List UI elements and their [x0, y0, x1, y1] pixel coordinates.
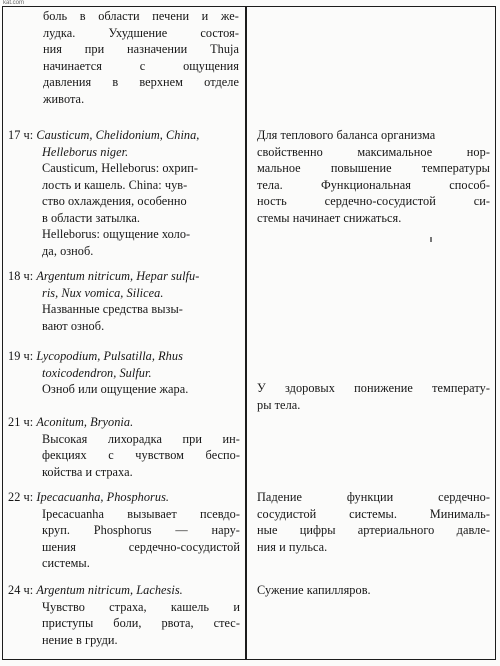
row-24-remedies-0: Argentum nitricum, Lachesis.: [36, 583, 183, 597]
row-19-left: [8, 348, 240, 398]
row-18-remedies-0: Argentum nitricum, Hepar sulfu-: [36, 269, 200, 283]
row-17-remedies-0: Causticum, Chelidonium, China,: [36, 128, 200, 142]
row-17-desc-2: ство охлаждения, особенно: [42, 194, 187, 208]
row-21-left: [8, 414, 240, 480]
row-0-left: [43, 8, 239, 107]
row-24-left: [8, 582, 240, 648]
row-17-right-2: мальное повышение температуры: [257, 161, 490, 175]
row-19-remedies-0: Lycopodium, Pulsatilla, Rhus: [36, 349, 183, 363]
row-24-time: 24 ч:: [8, 583, 34, 597]
row-22-desc-1: круп. Phosphorus — нару-: [42, 523, 240, 537]
row-18-desc-1: вают озноб.: [42, 318, 105, 333]
row-19-right: [257, 380, 490, 413]
row-0-line-5: живота.: [43, 91, 85, 106]
row-21-time: 21 ч:: [8, 415, 34, 429]
row-24-desc-1: приступы боли, рвота, стес-: [42, 616, 240, 630]
row-21-remedies-0: Aconitum, Bryonia.: [36, 415, 134, 429]
row-17-right-5: стемы начинает снижаться.: [257, 210, 402, 225]
row-19-desc-0: Озноб или ощущение жара.: [42, 382, 189, 396]
row-17-right: [257, 127, 490, 226]
row-17-desc2-1: да, озноб.: [42, 243, 94, 258]
row-18-remedies-1: ris, Nux vomica, Silicea.: [42, 285, 164, 300]
row-21-desc-0: Высокая лихорадка при ин-: [42, 431, 240, 446]
row-22-right-1: сосудистой системы. Минималь-: [257, 506, 490, 521]
row-0-line-2: ния при назначении Thuja: [43, 42, 239, 56]
row-24-desc-2: нение в груди.: [42, 632, 118, 647]
row-22-right-2: ные цифры артериального давле-: [257, 523, 490, 537]
row-18-left: [8, 268, 240, 334]
row-19-right-1: ры тела.: [257, 397, 301, 412]
row-18-desc-0: Названные средства вызы-: [42, 302, 183, 316]
watermark: kat.com: [3, 0, 25, 6]
row-24-right: [257, 582, 490, 599]
row-21-desc-2: койства и страха.: [42, 464, 133, 479]
row-17-right-1: свойственно максимальное нор-: [257, 144, 490, 159]
row-19-remedies-1: toxicodendron, Sulfur.: [42, 365, 152, 380]
row-0-line-1: лудка. Ухудшение состоя-: [43, 25, 239, 40]
row-18-time: 18 ч:: [8, 269, 34, 283]
row-22-desc-2: шения сердечно-сосудистой: [42, 539, 240, 554]
row-22-remedies-0: Ipecacuanha, Phosphorus.: [36, 490, 170, 504]
row-19-right-0: У здоровых понижение температу-: [257, 381, 490, 395]
row-0-line-0: боль в области печени и же-: [43, 9, 239, 23]
row-17-right-3: тела. Функциональная способ-: [257, 177, 490, 192]
row-24-right-0: Сужение капилляров.: [257, 583, 371, 597]
row-17-desc2-0: Helleborus: ощущение холо-: [42, 227, 191, 241]
row-17-desc-0: Causticum, Helleborus: охрип-: [42, 161, 199, 175]
row-17-left: [8, 127, 240, 259]
row-22-time: 22 ч:: [8, 490, 34, 504]
row-19-time: 19 ч:: [8, 349, 34, 363]
column-divider: [245, 6, 247, 660]
row-17-desc-1: лость и кашель. China: чув-: [42, 177, 188, 192]
row-21-desc-1: фекциях с чувством беспо-: [42, 448, 240, 462]
row-0-line-3: начинается с ощущения: [43, 58, 239, 73]
row-22-right: [257, 489, 490, 555]
row-17-right-0: Для теплового баланса организма: [257, 128, 436, 142]
row-22-desc-3: системы.: [42, 556, 90, 570]
row-22-right-3: ния и пульса.: [257, 539, 328, 554]
row-24-desc-0: Чувство страха, кашель и: [42, 599, 240, 614]
row-17-right-4: ность сердечно-сосудистой си-: [257, 194, 490, 208]
row-0-line-4: давления в верхнем отделе: [43, 75, 239, 89]
row-17-remedies-1: Helleborus niger.: [42, 144, 129, 159]
row-22-right-0: Падение функции сердечно-: [257, 490, 490, 504]
row-17-time: 17 ч:: [8, 128, 34, 142]
row-22-desc-0: Ipecacuanha вызывает псевдо-: [42, 506, 240, 521]
row-17-desc-3: в области затылка.: [42, 210, 141, 225]
print-speck: [430, 237, 432, 242]
row-22-left: [8, 489, 240, 572]
